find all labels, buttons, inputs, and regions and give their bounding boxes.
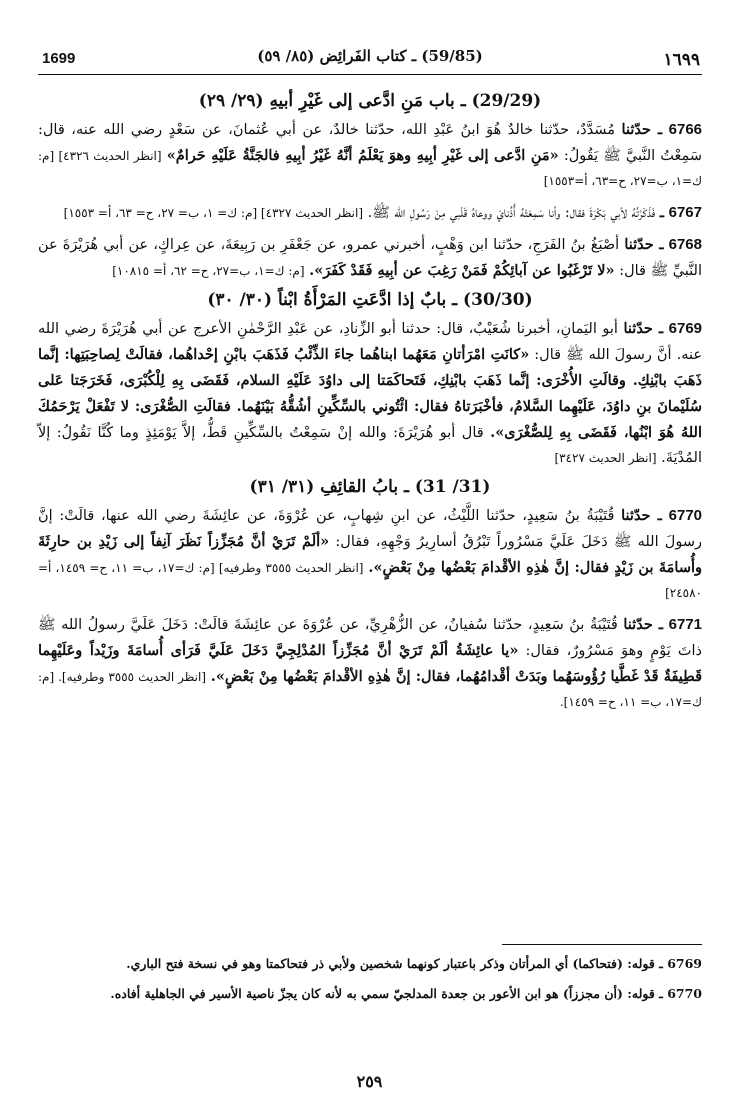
- hadith-number: 6766: [668, 121, 703, 138]
- running-title: (59/85) ـ كتاب الفَرائِض (٨٥/ ٥٩): [257, 47, 483, 65]
- hadith-isnad: قُتَيْبَةُ بنُ سَعِيدٍ، حدّثنا اللَّيْثُ، عن ابنِ شِهابٍ، عن عُرْوَةَ، عن عائِشَةَ رضي الله عنها، قالَتْ: إنَّ رسولَ الله ﷺ دَخَلَ عَلَيَّ مَسْرُوراً تَبْرُقُ أسارِيرُ وَجْهِهِ، فقال:: [38, 508, 702, 550]
- hadith-number: 6770: [668, 507, 703, 524]
- hadith-lead: ـ حدّثنا: [621, 507, 662, 524]
- page-number-latin: 1699: [42, 50, 76, 67]
- page-header: [38, 40, 702, 75]
- hadith-lead: ـ حدّثنا: [623, 320, 664, 337]
- hadith-6768: [38, 232, 702, 284]
- main-content: [38, 91, 702, 715]
- hadith-isnad: قُتَيْبَةُ بنُ سَعِيدٍ، حدّثنا سُفيانُ، عن الزُّهْرِيِّ، عن عُرْوَةَ عن عائِشَةَ قالَتْ: دَخَلَ عَلَيَّ رسولُ الله ﷺ ذاتَ يَوْمٍ وهوَ مَسْرُورٌ، فقال:: [38, 617, 702, 659]
- hadith-isnad: مُسَدَّدٌ، حدّثنا خالدٌ هُوَ ابنُ عَبْدِ الله، حدّثنا خالدٌ، عن أبي عُثمانَ، عن سَعْدٍ رضي الله عنه، قال: سَمِعْتُ النَّبيَّ ﷺ يَقُولُ:: [38, 122, 703, 164]
- hadith-isnad: أبو اليَمانِ، أخبرنا شُعَيْبٌ، قال: حدثنا أبو الزِّنادِ، عن عَبْدِ الرَّحْمٰنِ الأعرج عن أبي هُرَيْرَةَ رضي الله عنه. أنَّ رسولَ الله ﷺ قال:: [38, 321, 702, 363]
- footnotes: [38, 944, 702, 1013]
- page-footer-number: ٢٥٩: [356, 1072, 383, 1091]
- chapter-heading: (29/29) ـ باب مَنِ ادَّعى إلى غَيْرِ أبيهِ (٢٩/ ٢٩): [198, 91, 542, 111]
- page: [38, 40, 702, 721]
- hadith-6769: [38, 316, 702, 471]
- hadith-6766: [38, 117, 702, 194]
- hadith-matn: «كانَتِ امْرَأتانِ مَعَهُما ابناهُما جاءَ الذِّئْبُ فَذَهَبَ بابْنِ إحْداهُما، فقالَتْ لِصاحِبَتِها: إنَّما ذَهَبَ بابْنِكِ. وقالَتِ الأُخْرَى: إنَّما ذَهَبَ بابْنِكِ، فَتَحاكَمَتا إلى داوُدَ عَلَيْهِ السلام، فَقَضَى بِهِ لِلْكُبْرَى، فَخَرَجَتا عَلى سُلَيْمانَ بنِ داوُدَ، عَلَيْهِما السَّلامُ، فأخْبَرَتاهُ فقال: ائْتُوني بالسِّكِّينِ أشُقُّهُ بَيْنَهُما. فقالَتِ الصُّغْرَى: لا تَفْعَلْ يَرْحَمُكَ اللهُ هُوَ ابْنُها، فَقَضَى بِهِ لِلصُّغْرَى».: [38, 346, 703, 441]
- hadith-reference: [انظر الحديث ٣٥٥٥ وطرفيه]. [م: ك=١٧، ب= ١١، ح= ١٤٥٩].: [38, 670, 702, 709]
- hadith-reference: [م: ك=١، ب=٢٧، ح= ٦٢، أ= ١٠٨١٥]: [112, 264, 305, 278]
- hadith-matn: «ألَمْ تَرَيْ أنَّ مُجَزِّزاً نَظَرَ آنِفاً إلى زَيْدِ بن حارِثَةَ وأُسامَةَ بن زَيْدٍ فقال: إنَّ هٰذِهِ الأقْدامَ بَعْضُها مِنْ بَعْضٍ».: [38, 533, 703, 576]
- chapter-heading: (31/ 31) ـ بابُ القائِفِ (٣١/ ٣١): [249, 477, 491, 497]
- chapter-heading: (30/30) ـ بابٌ إذا ادَّعَتِ المَرْأَةُ ابْناً (٣٠/ ٣٠): [207, 290, 533, 310]
- footnote: 6770 ـ قوله: (أن مجززاً) هو ابن الأعور بن جعدة المدلجيّ سمي به لأنه كان يجزّ ناصية الأسير في الجاهلية أفاده.: [110, 986, 702, 1001]
- hadith-isnad: فَذَكَرْتُهُ لأبي بَكْرَةَ فقال: وأنا سَمِعَتْهُ أُذُنايَ ووعاهُ قَلْبي مِنْ رَسُولِ الله ﷺ.: [367, 205, 656, 221]
- hadith-lead: ـ حدّثنا: [624, 236, 664, 253]
- hadith-reference: [انظر الحديث ٤٣٢٧] [م: ك= ١، ب= ٢٧، ح= ٦٣، أ= ١٥٥٣]: [63, 206, 364, 220]
- hadith-6767: [38, 200, 702, 226]
- hadith-reference: [انظر الحديث ٣٥٥٥ وطرفيه] [م: ك=١٧، ب= ١١، ح= ١٤٥٩، أ= ٢٤٥٨٠]: [38, 561, 702, 600]
- hadith-number: 6769: [668, 320, 703, 337]
- hadith-lead: ـ: [659, 204, 665, 221]
- hadith-comment: قال أبو هُرَيْرَةَ: والله إنْ سَمِعْتُ بالسِّكِّينِ قَطُّ، إلاَّ يَوْمَئِذٍ وما كُنَّا نَقُولُ: إلاّ المُدْيَةَ.: [38, 425, 702, 466]
- hadith-reference: [انظر الحديث ٣٤٢٧]: [554, 451, 657, 465]
- hadith-matn: «يا عائِشَةُ ألَمْ تَرَيْ أنَّ مُجَزِّزاً المُدْلِجِيَّ دَخَلَ عَلَيَّ فَرَأى أُسامَةَ وزَيْداً وعَلَيْهِما قَطِيفَةٌ قَدْ غَطَّيا رُؤُوسَهُما وبَدَتْ أقْدامُهُما، فقال: إنَّ هٰذِهِ الأقْدامَ بَعْضُها مِنْ بَعْضٍ».: [38, 642, 703, 685]
- hadith-6771: [38, 612, 702, 715]
- hadith-number: 6768: [668, 236, 702, 253]
- hadith-reference: [انظر الحديث ٤٣٢٦] [م: ك=١، ب=٢٧، ح=٦٣، أ=١٥٥٣]: [38, 149, 702, 188]
- footnote: 6769 ـ قوله: (فتحاكما) أي المرأتان وذكر باعتبار كونهما شخصين ولأبي ذر فتحاكمتا وهو في نسخة فتح الباري.: [126, 956, 702, 971]
- hadith-lead: ـ حدّثنا: [621, 121, 663, 138]
- hadith-number: 6767: [668, 204, 702, 221]
- hadith-matn: «مَنِ ادَّعى إلى غَيْرِ أبِيهِ وهوَ يَعْلَمُ أنَّهُ غَيْرُ أبِيهِ فالجَنَّةُ عَلَيْهِ حَرامٌ»: [166, 147, 559, 164]
- hadith-number: 6771: [668, 616, 703, 633]
- page-number-arabic: ١٦٩٩: [663, 50, 700, 70]
- hadith-isnad: أصْبَغُ بنُ الفَرَجِ، حدّثنا ابن وَهْبٍ، أخبرني عمرو، عن جَعْفَرِ بن رَبِيعَةَ، عن عِراكٍ، عن أبي هُرَيْرَةَ عن النَّبيِّ ﷺ قال:: [38, 237, 702, 279]
- hadith-6770: [38, 503, 702, 606]
- hadith-lead: ـ حدّثنا: [623, 616, 664, 633]
- footnote-divider: [502, 944, 702, 945]
- hadith-matn: «لا تَرْغَبُوا عن آبائِكُمْ فَمَنْ رَغِبَ عن أبِيهِ فَقَدْ كَفَرَ».: [309, 262, 615, 279]
